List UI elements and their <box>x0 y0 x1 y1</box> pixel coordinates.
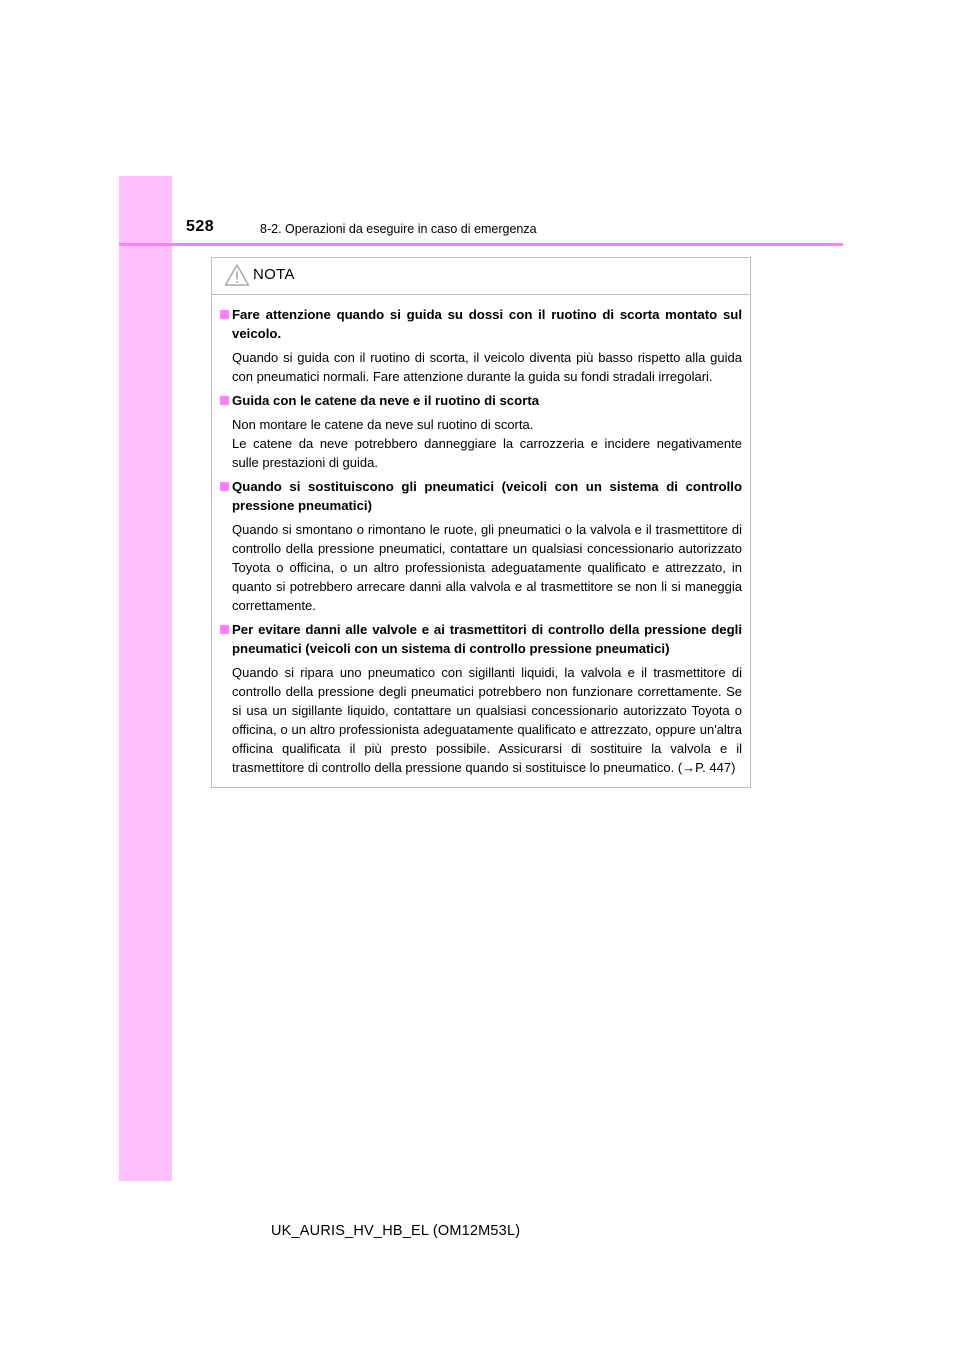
square-bullet-icon <box>220 396 229 405</box>
note-item <box>220 620 742 777</box>
square-bullet-icon <box>220 625 229 634</box>
note-item-heading-text: Quando si sostituiscono gli pneumatici (veicoli con un sistema di controllo pressione pneumatici) <box>232 479 742 513</box>
note-item-text <box>232 415 742 472</box>
document-code: UK_AURIS_HV_HB_EL (OM12M53L) <box>271 1223 521 1239</box>
note-paragraph: Quando si smontano o rimontano le ruote, gli pneumatici o la valvola e il trasmettitore di controllo della pressione pneumatici, contattare un qualsiasi concessionario autorizzato Toyota o officina, o un altro professionista adeguatamente qualificato e attrezzato, in quanto si potrebbero arrecare danni alla valvola e al trasmettitore se non li si maneggia correttamente. <box>232 522 742 613</box>
note-paragraph: Quando si ripara uno pneumatico con sigillanti liquidi, la valvola e il trasmettitore di controllo della pressione degli pneumatici potrebbero non funzionare correttamente. Se si usa un sigillante liquido, contattare un qualsiasi concessionario autorizzato Toyota o officina, o un altro professionista adeguatamente qualificato e attrezzato, oppure un'altra officina qualificata il più presto possibile. Assicurarsi di sostituire la valvola e il trasmettitore di controllo della pressione quando si sostituisce lo pneumatico. (→P. 447) <box>232 665 742 775</box>
note-item-heading <box>220 620 742 658</box>
note-paragraph: Non montare le catene da neve sul ruotino di scorta. <box>232 417 534 432</box>
note-item <box>220 477 742 615</box>
note-item <box>220 391 742 472</box>
header-rule <box>119 243 843 246</box>
note-item-heading-text: Guida con le catene da neve e il ruotino di scorta <box>232 393 540 408</box>
page-number: 528 <box>186 218 215 235</box>
square-bullet-icon <box>220 310 229 319</box>
note-item-heading <box>220 477 742 515</box>
note-item-heading-text: Fare attenzione quando si guida su dossi con il ruotino di scorta montato sul veicolo. <box>232 307 742 341</box>
section-title: 8-2. Operazioni da eseguire in caso di emergenza <box>260 222 537 236</box>
note-item-text <box>232 348 742 386</box>
note-title: NOTA <box>253 266 295 283</box>
note-paragraph: Quando si guida con il ruotino di scorta, il veicolo diventa più basso rispetto alla guida con pneumatici normali. Fare attenzione durante la guida su fondi stradali irregolari. <box>232 350 742 384</box>
note-item <box>220 305 742 386</box>
note-item-heading <box>220 305 742 343</box>
note-header <box>212 258 750 295</box>
note-item-heading-text: Per evitare danni alle valvole e ai trasmettitori di controllo della pressione degli pneumatici (veicoli con un sistema di controllo pressione pneumatici) <box>232 622 742 656</box>
note-paragraph: Le catene da neve potrebbero danneggiare la carrozzeria e incidere negativamente sulle prestazioni di guida. <box>232 436 742 470</box>
square-bullet-icon <box>220 482 229 491</box>
note-item-text <box>232 520 742 615</box>
side-color-band <box>119 176 172 1181</box>
note-item-heading <box>220 391 742 410</box>
note-body <box>212 295 750 777</box>
note-item-text <box>232 663 742 777</box>
note-box <box>211 257 751 788</box>
warning-triangle-icon <box>224 263 250 287</box>
